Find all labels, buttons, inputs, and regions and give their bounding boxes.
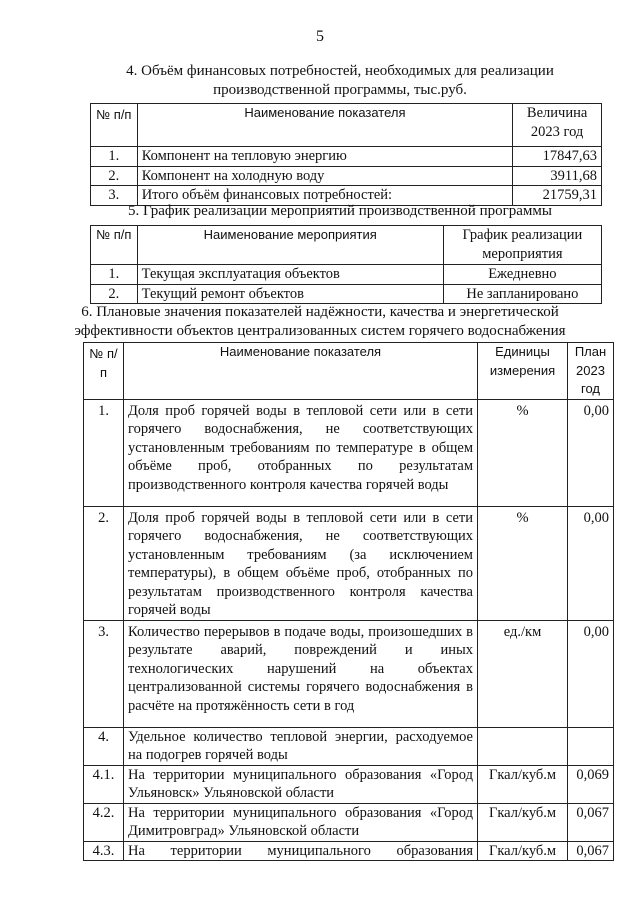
header-unit: Единицы измерения [478, 343, 568, 400]
header-name: Наименование мероприятия [137, 226, 443, 265]
header-plan: План 2023 год [568, 343, 614, 400]
row-num: 1. [91, 147, 138, 167]
section4-title [60, 62, 620, 100]
header-num: № п/п [84, 343, 124, 400]
schedule-table [90, 225, 602, 304]
row-plan: 0,069 [568, 765, 614, 803]
section5-title: 5. График реализации мероприятий производственной программы [128, 203, 552, 219]
table-row [84, 803, 614, 841]
header-name: Наименование показателя [137, 104, 513, 147]
row-value: 21759,31 [513, 186, 602, 206]
row-name: Итого объём финансовых потребностей: [137, 186, 513, 206]
row-num: 4.2. [84, 803, 124, 841]
row-name: Компонент на тепловую энергию [137, 147, 513, 167]
row-unit: Гкал/куб.м [478, 803, 568, 841]
header-num: № п/п [91, 104, 138, 147]
row-name: Доля проб горячей воды в тепловой сети или в сети горячего водоснабжения, не соответствующих установленным требованиям по температуре в общем объёме проб, отобранных по результатам производственного контроля качества горячей воды [124, 399, 478, 506]
table-row [91, 284, 602, 304]
table-header-row [91, 226, 602, 265]
row-num: 3. [84, 620, 124, 727]
table-row [91, 265, 602, 285]
row-name: На территории муниципального образования «Город Димитровград» Ульяновской области [124, 803, 478, 841]
financial-needs-table [90, 103, 602, 206]
row-plan: 0,00 [568, 399, 614, 506]
table-row [84, 727, 614, 765]
row-unit: % [478, 399, 568, 506]
indicators-table [83, 342, 614, 861]
section6-title-line1: 6. Плановые значения показателей надёжности, качества и энергетической [81, 304, 559, 320]
row-num: 3. [91, 186, 138, 206]
row-num: 1. [91, 265, 138, 285]
section4-title-line1: 4. Объём финансовых потребностей, необходимых для реализации [126, 63, 554, 79]
row-name: Доля проб горячей воды в тепловой сети или в сети горячего водоснабжения, не соответствующих установленным требованиям (за исключением температуры), в общем объёме проб, отобранных по результатам производственного контроля качества горячей воды [124, 506, 478, 620]
row-plan: 0,067 [568, 841, 614, 861]
header-num: № п/п [91, 226, 138, 265]
row-name: На территории муниципального образования [124, 841, 478, 861]
row-num: 1. [84, 399, 124, 506]
row-schedule: Не запланировано [443, 284, 601, 304]
table-header-row [84, 343, 614, 400]
header-schedule: График реализации мероприятия [443, 226, 601, 265]
row-unit: ед./км [478, 620, 568, 727]
table-row [91, 147, 602, 167]
table-row [84, 399, 614, 506]
row-name: Количество перерывов в подаче воды, произошедших в результате аварий, повреждений и иных технологических нарушений на объектах централизованной системы горячего водоснабжения в расчёте на протяжённость сети в год [124, 620, 478, 727]
row-name: Текущая эксплуатация объектов [137, 265, 443, 285]
table-header-row [91, 104, 602, 147]
section4-title-line2: производственной программы, тыс.руб. [213, 82, 467, 98]
row-unit: % [478, 506, 568, 620]
row-value: 17847,63 [513, 147, 602, 167]
row-num: 2. [91, 166, 138, 186]
row-num: 2. [84, 506, 124, 620]
row-num: 2. [91, 284, 138, 304]
row-unit: Гкал/куб.м [478, 765, 568, 803]
header-name: Наименование показателя [124, 343, 478, 400]
row-num: 4. [84, 727, 124, 765]
row-plan: 0,00 [568, 506, 614, 620]
table-row [91, 166, 602, 186]
row-unit [478, 727, 568, 765]
table-row [84, 841, 614, 861]
row-name: Компонент на холодную воду [137, 166, 513, 186]
table-row [84, 620, 614, 727]
row-num: 4.1. [84, 765, 124, 803]
page-number: 5 [316, 28, 324, 45]
table-row [84, 506, 614, 620]
row-num: 4.3. [84, 841, 124, 861]
row-name: Текущий ремонт объектов [137, 284, 443, 304]
row-plan [568, 727, 614, 765]
row-value: 3911,68 [513, 166, 602, 186]
header-value: Величина 2023 год [513, 104, 602, 147]
row-plan: 0,00 [568, 620, 614, 727]
row-name: Удельное количество тепловой энергии, расходуемое на подогрев горячей воды [124, 727, 478, 765]
table-row [84, 765, 614, 803]
section6-title-line2: эффективности объектов централизованных систем горячего водоснабжения [74, 323, 566, 339]
row-plan: 0,067 [568, 803, 614, 841]
section6-title [20, 303, 620, 341]
row-unit: Гкал/куб.м [478, 841, 568, 861]
row-schedule: Ежедневно [443, 265, 601, 285]
row-name: На территории муниципального образования «Город Ульяновск» Ульяновской области [124, 765, 478, 803]
